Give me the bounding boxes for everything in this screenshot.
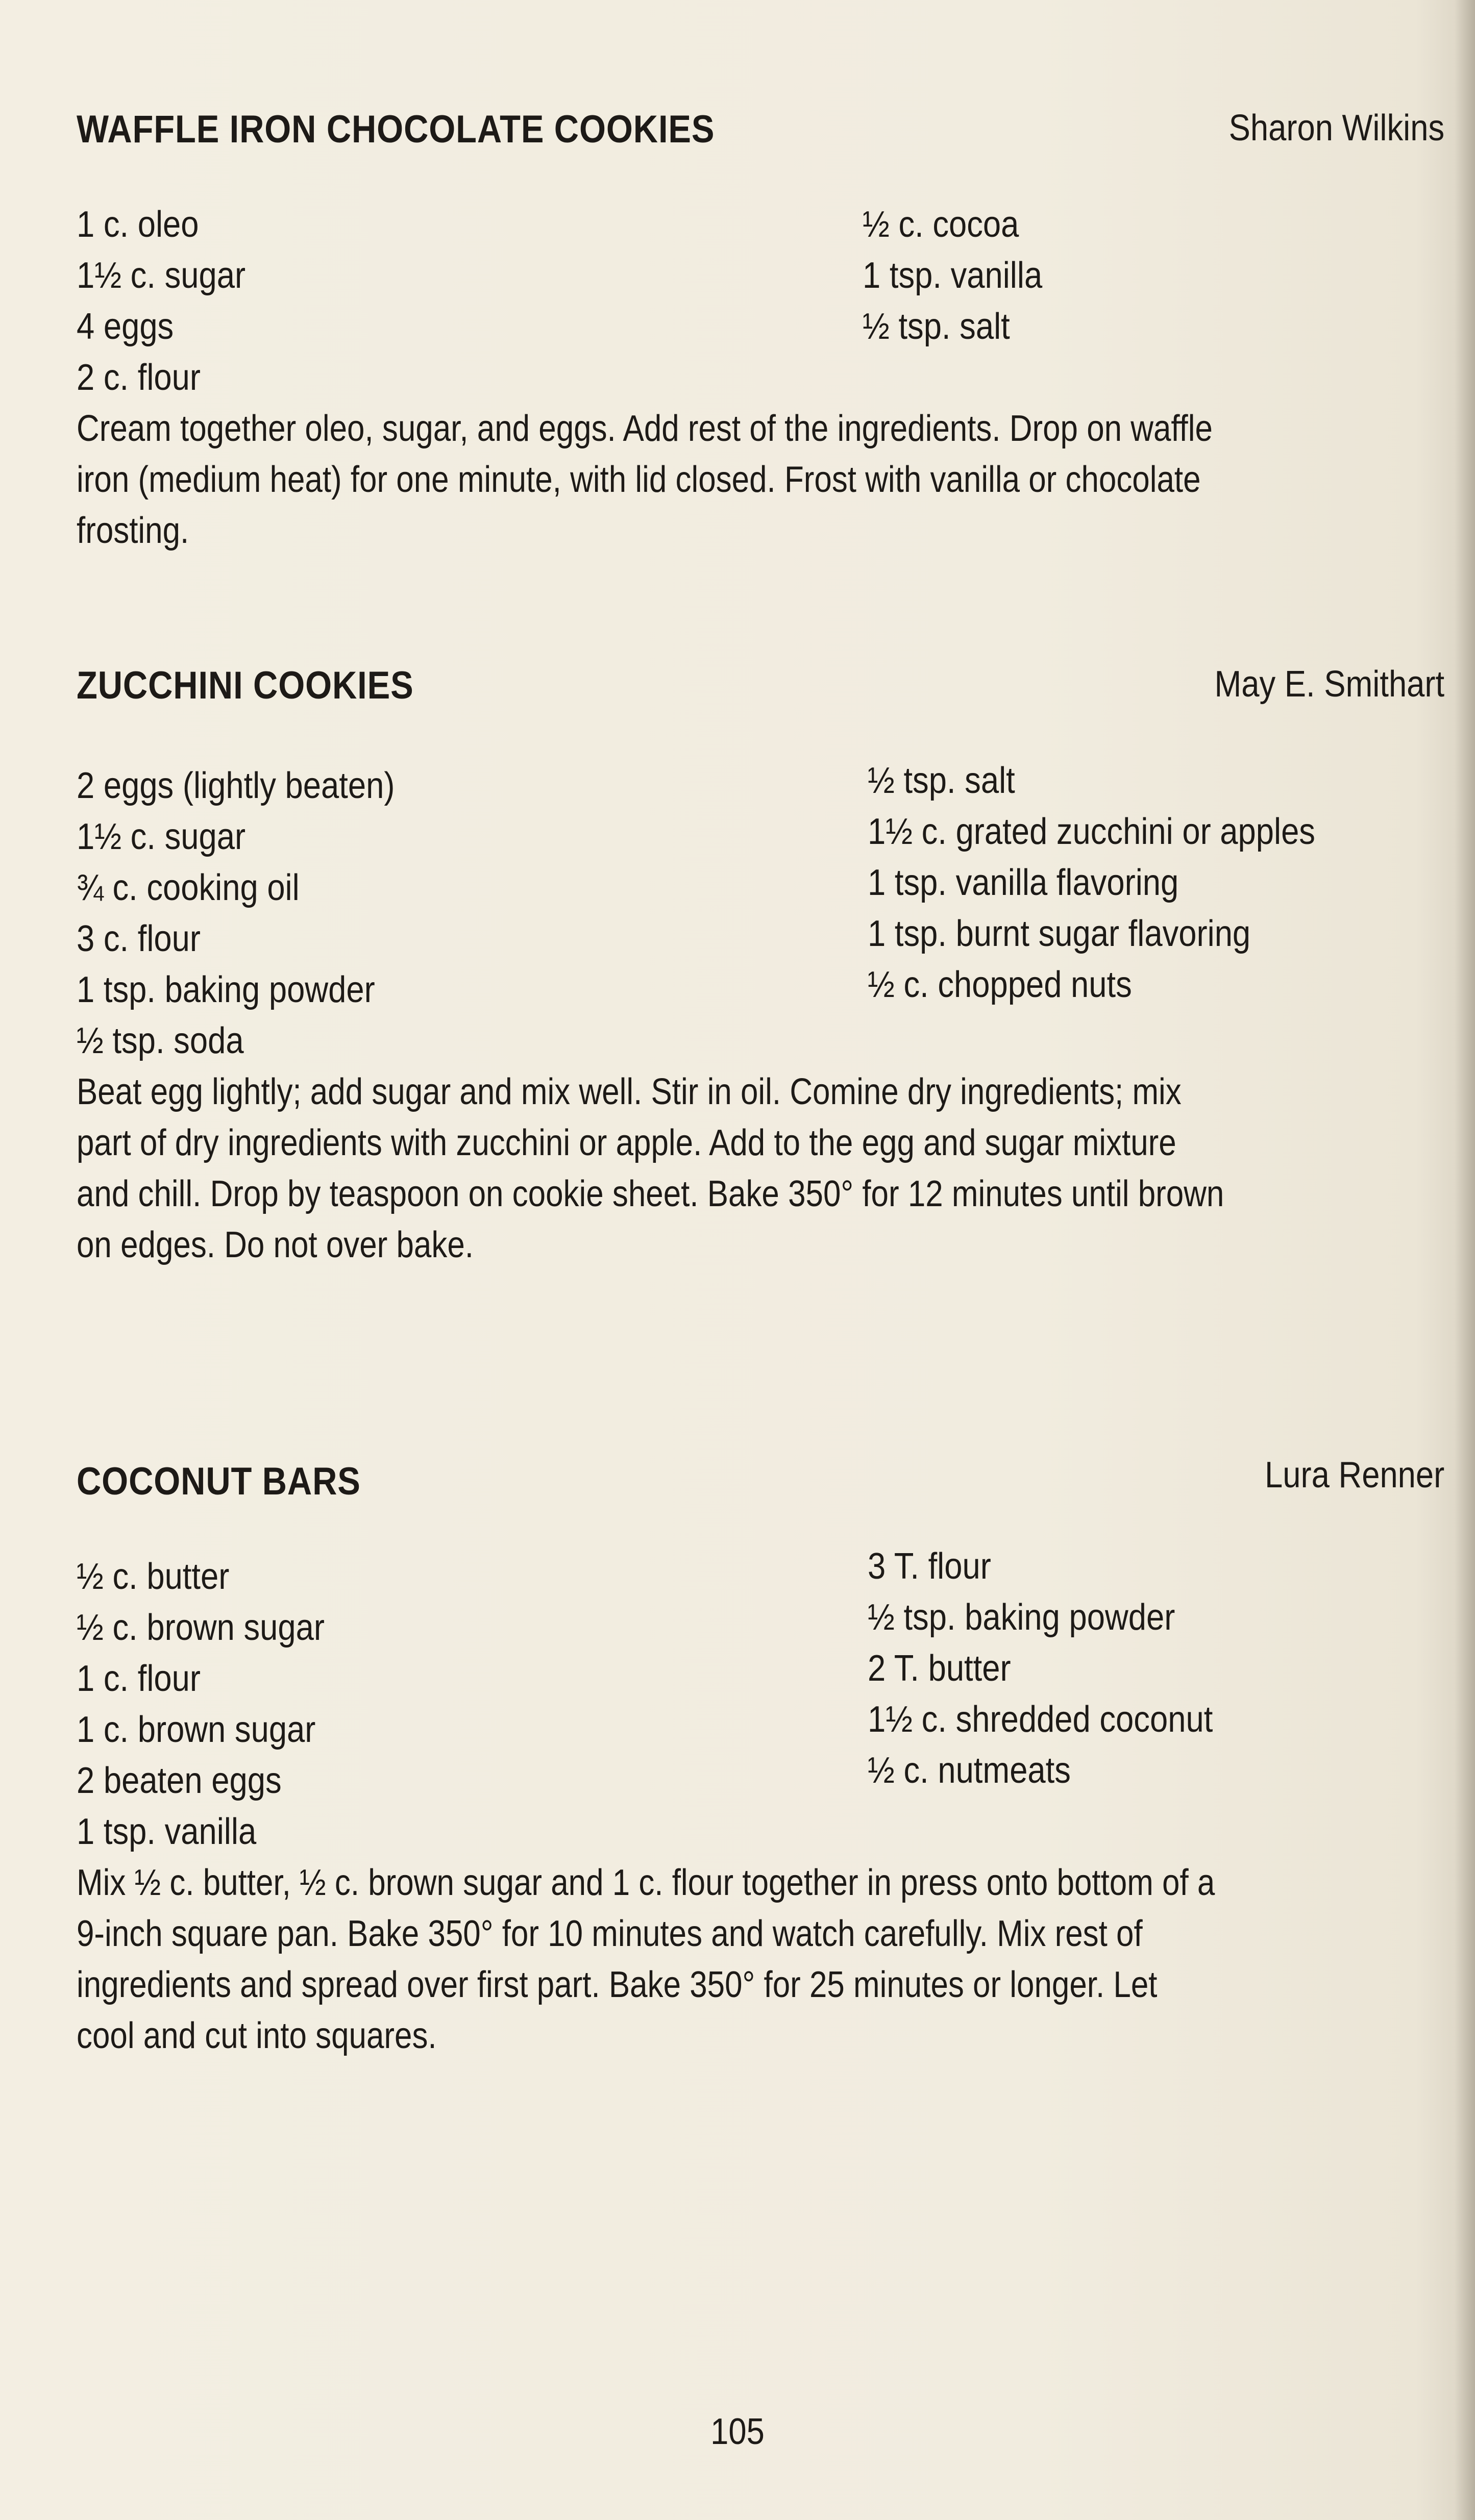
- ingredient: 1 tsp. vanilla: [863, 255, 1043, 296]
- ingredient: 1 tsp. baking powder: [77, 969, 375, 1010]
- ingredient: ½ c. butter: [77, 1556, 230, 1597]
- ingredient: ½ c. nutmeats: [868, 1750, 1071, 1791]
- recipe-coconut-bars: [77, 1455, 1444, 2056]
- recipe-instructions: [77, 403, 1444, 556]
- ingredient: 1½ c. shredded coconut: [868, 1699, 1213, 1740]
- recipe-waffle-iron-chocolate-cookies: [77, 107, 1444, 551]
- ingredient: 1 c. oleo: [77, 204, 199, 245]
- ingredient-column-left: [77, 760, 740, 1066]
- ingredient: ½ tsp. baking powder: [868, 1597, 1175, 1638]
- instruction-line: Cream together oleo, sugar, and eggs. Add rest of the ingredients. Drop on waffle: [77, 408, 1213, 449]
- instruction-line: Mix ½ c. butter, ½ c. brown sugar and 1 c. flour together in press onto bottom of a: [77, 1862, 1215, 1903]
- ingredient: ½ c. brown sugar: [77, 1607, 325, 1648]
- ingredient-column-right: [868, 1541, 1475, 1796]
- recipe-author: May E. Smithart: [1214, 664, 1444, 705]
- ingredient: 2 eggs (lightly beaten): [77, 765, 395, 806]
- instruction-line: 9-inch square pan. Bake 350° for 10 minutes and watch carefully. Mix rest of: [77, 1913, 1143, 1954]
- ingredient: ½ tsp. salt: [868, 760, 1015, 801]
- ingredient: 1½ c. grated zucchini or apples: [868, 811, 1315, 852]
- recipe-author: Lura Renner: [1264, 1455, 1444, 1495]
- ingredient: 1 tsp. vanilla flavoring: [868, 862, 1179, 903]
- ingredient: ½ c. chopped nuts: [868, 964, 1132, 1005]
- recipe-instructions: [77, 1857, 1444, 2061]
- ingredient: 1½ c. sugar: [77, 816, 246, 857]
- ingredient-column-left: [77, 1551, 740, 1857]
- instruction-line: frosting.: [77, 510, 189, 551]
- ingredient-column-right: [863, 199, 1475, 352]
- ingredient-column-left: [77, 199, 740, 403]
- recipe-title: COCONUT BARS: [77, 1460, 361, 1503]
- page-number: 105: [710, 2411, 765, 2452]
- ingredient: 1 tsp. vanilla: [77, 1811, 257, 1852]
- ingredient-list: [77, 199, 1444, 403]
- ingredient: ½ c. cocoa: [863, 204, 1019, 245]
- instruction-line: cool and cut into squares.: [77, 2015, 437, 2056]
- instruction-line: and chill. Drop by teaspoon on cookie sheet. Bake 350° for 12 minutes until brown: [77, 1174, 1224, 1214]
- ingredient-list: [77, 760, 1444, 1066]
- ingredient: 3 T. flour: [868, 1546, 991, 1587]
- recipe-header: [77, 107, 1444, 163]
- ingredient: ½ tsp. soda: [77, 1020, 244, 1061]
- instruction-line: on edges. Do not over bake.: [77, 1225, 474, 1265]
- ingredient-list: [77, 1546, 1444, 1857]
- ingredient: ¾ c. cooking oil: [77, 867, 300, 908]
- ingredient: ½ tsp. salt: [863, 306, 1010, 347]
- recipe-header: [77, 663, 1444, 719]
- instruction-line: ingredients and spread over first part. Bake 350° for 25 minutes or longer. Let: [77, 1964, 1158, 2005]
- ingredient: 2 c. flour: [77, 357, 201, 398]
- ingredient: 4 eggs: [77, 306, 174, 347]
- ingredient: 1 c. flour: [77, 1658, 201, 1699]
- ingredient: 1 c. brown sugar: [77, 1709, 316, 1750]
- page-edge-shadow: [1455, 0, 1475, 2520]
- ingredient: 2 T. butter: [868, 1648, 1011, 1689]
- recipe-instructions: [77, 1066, 1444, 1270]
- ingredient: 1½ c. sugar: [77, 255, 246, 296]
- recipe-title: ZUCCHINI COOKIES: [77, 664, 414, 707]
- recipe-zucchini-cookies: [77, 663, 1444, 1265]
- instruction-line: part of dry ingredients with zucchini or apple. Add to the egg and sugar mixture: [77, 1122, 1176, 1163]
- ingredient: 1 tsp. burnt sugar flavoring: [868, 913, 1251, 954]
- recipe-header: [77, 1455, 1444, 1515]
- ingredient: 2 beaten eggs: [77, 1760, 282, 1801]
- instruction-line: Beat egg lightly; add sugar and mix well. Stir in oil. Comine dry ingredients; mix: [77, 1071, 1182, 1112]
- ingredient: 3 c. flour: [77, 918, 201, 959]
- instruction-line: iron (medium heat) for one minute, with lid closed. Frost with vanilla or chocolate: [77, 459, 1201, 500]
- recipe-title: WAFFLE IRON CHOCOLATE COOKIES: [77, 108, 715, 151]
- recipe-author: Sharon Wilkins: [1228, 108, 1444, 148]
- ingredient-column-right: [868, 755, 1475, 1010]
